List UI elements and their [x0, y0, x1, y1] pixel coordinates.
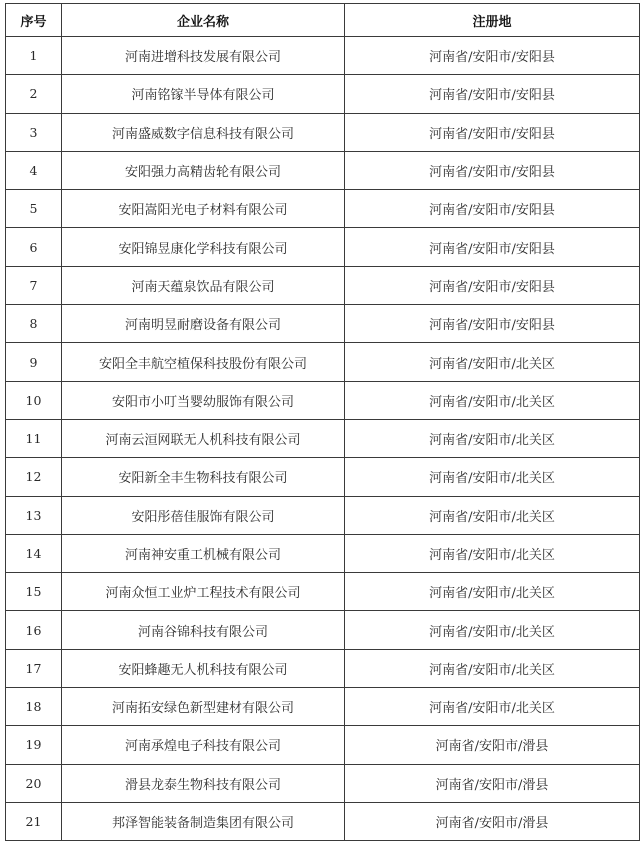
table-row — [6, 496, 640, 534]
table-row — [6, 573, 640, 611]
table-row — [6, 458, 640, 496]
registered-location-cell: 河南省/安阳市/安阳县 — [345, 305, 640, 343]
table-row — [6, 190, 640, 228]
header-row — [6, 4, 640, 37]
table-body — [6, 37, 640, 841]
company-name-cell: 安阳彤蓓佳服饰有限公司 — [62, 496, 345, 534]
registered-location-cell: 河南省/安阳市/北关区 — [345, 534, 640, 572]
table-row — [6, 611, 640, 649]
registered-location-cell: 河南省/安阳市/滑县 — [345, 764, 640, 802]
company-name-cell: 安阳全丰航空植保科技股份有限公司 — [62, 343, 345, 381]
table-row — [6, 381, 640, 419]
serial-number-cell: 2 — [6, 75, 62, 113]
table-row — [6, 151, 640, 189]
company-name-cell: 安阳强力高精齿轮有限公司 — [62, 151, 345, 189]
registered-location-cell: 河南省/安阳市/北关区 — [345, 688, 640, 726]
company-name-cell: 滑县龙泰生物科技有限公司 — [62, 764, 345, 802]
company-table — [5, 3, 640, 841]
table-row — [6, 305, 640, 343]
company-name-cell: 安阳市小叮当婴幼服饰有限公司 — [62, 381, 345, 419]
company-name-cell: 安阳锦昱康化学科技有限公司 — [62, 228, 345, 266]
table-row — [6, 688, 640, 726]
registered-location-cell: 河南省/安阳市/北关区 — [345, 343, 640, 381]
company-name-cell: 河南云洹网联无人机科技有限公司 — [62, 419, 345, 457]
table-row — [6, 37, 640, 75]
serial-number-cell: 8 — [6, 305, 62, 343]
table-row — [6, 649, 640, 687]
company-name-cell: 河南众恒工业炉工程技术有限公司 — [62, 573, 345, 611]
company-name-cell: 河南盛威数字信息科技有限公司 — [62, 113, 345, 151]
serial-number-cell: 19 — [6, 726, 62, 764]
header-serial-number: 序号 — [6, 4, 62, 37]
table-row — [6, 75, 640, 113]
company-name-cell: 河南天蕴泉饮品有限公司 — [62, 266, 345, 304]
registered-location-cell: 河南省/安阳市/安阳县 — [345, 190, 640, 228]
table-row — [6, 228, 640, 266]
serial-number-cell: 1 — [6, 37, 62, 75]
company-name-cell: 河南神安重工机械有限公司 — [62, 534, 345, 572]
registered-location-cell: 河南省/安阳市/北关区 — [345, 573, 640, 611]
table-row — [6, 802, 640, 840]
table-row — [6, 113, 640, 151]
serial-number-cell: 3 — [6, 113, 62, 151]
serial-number-cell: 15 — [6, 573, 62, 611]
serial-number-cell: 14 — [6, 534, 62, 572]
company-name-cell: 安阳嵩阳光电子材料有限公司 — [62, 190, 345, 228]
serial-number-cell: 18 — [6, 688, 62, 726]
serial-number-cell: 20 — [6, 764, 62, 802]
registered-location-cell: 河南省/安阳市/北关区 — [345, 381, 640, 419]
registered-location-cell: 河南省/安阳市/北关区 — [345, 496, 640, 534]
serial-number-cell: 9 — [6, 343, 62, 381]
company-name-cell: 邦泽智能装备制造集团有限公司 — [62, 802, 345, 840]
header-company-name: 企业名称 — [62, 4, 345, 37]
registered-location-cell: 河南省/安阳市/北关区 — [345, 458, 640, 496]
serial-number-cell: 21 — [6, 802, 62, 840]
table-row — [6, 419, 640, 457]
registered-location-cell: 河南省/安阳市/安阳县 — [345, 37, 640, 75]
registered-location-cell: 河南省/安阳市/安阳县 — [345, 266, 640, 304]
serial-number-cell: 5 — [6, 190, 62, 228]
registered-location-cell: 河南省/安阳市/安阳县 — [345, 75, 640, 113]
registered-location-cell: 河南省/安阳市/安阳县 — [345, 228, 640, 266]
serial-number-cell: 6 — [6, 228, 62, 266]
serial-number-cell: 10 — [6, 381, 62, 419]
serial-number-cell: 11 — [6, 419, 62, 457]
serial-number-cell: 13 — [6, 496, 62, 534]
serial-number-cell: 12 — [6, 458, 62, 496]
registered-location-cell: 河南省/安阳市/滑县 — [345, 802, 640, 840]
company-name-cell: 河南承煌电子科技有限公司 — [62, 726, 345, 764]
serial-number-cell: 4 — [6, 151, 62, 189]
registered-location-cell: 河南省/安阳市/安阳县 — [345, 113, 640, 151]
table-header — [6, 4, 640, 37]
company-name-cell: 安阳新全丰生物科技有限公司 — [62, 458, 345, 496]
table-row — [6, 266, 640, 304]
company-name-cell: 河南拓安绿色新型建材有限公司 — [62, 688, 345, 726]
serial-number-cell: 17 — [6, 649, 62, 687]
serial-number-cell: 16 — [6, 611, 62, 649]
serial-number-cell: 7 — [6, 266, 62, 304]
table-row — [6, 343, 640, 381]
company-name-cell: 安阳蜂趣无人机科技有限公司 — [62, 649, 345, 687]
table-row — [6, 764, 640, 802]
header-registered-location: 注册地 — [345, 4, 640, 37]
table-row — [6, 534, 640, 572]
company-name-cell: 河南铭镓半导体有限公司 — [62, 75, 345, 113]
registered-location-cell: 河南省/安阳市/安阳县 — [345, 151, 640, 189]
registered-location-cell: 河南省/安阳市/北关区 — [345, 649, 640, 687]
table-row — [6, 726, 640, 764]
company-name-cell: 河南谷锦科技有限公司 — [62, 611, 345, 649]
company-name-cell: 河南进增科技发展有限公司 — [62, 37, 345, 75]
registered-location-cell: 河南省/安阳市/滑县 — [345, 726, 640, 764]
registered-location-cell: 河南省/安阳市/北关区 — [345, 419, 640, 457]
company-name-cell: 河南明昱耐磨设备有限公司 — [62, 305, 345, 343]
registered-location-cell: 河南省/安阳市/北关区 — [345, 611, 640, 649]
